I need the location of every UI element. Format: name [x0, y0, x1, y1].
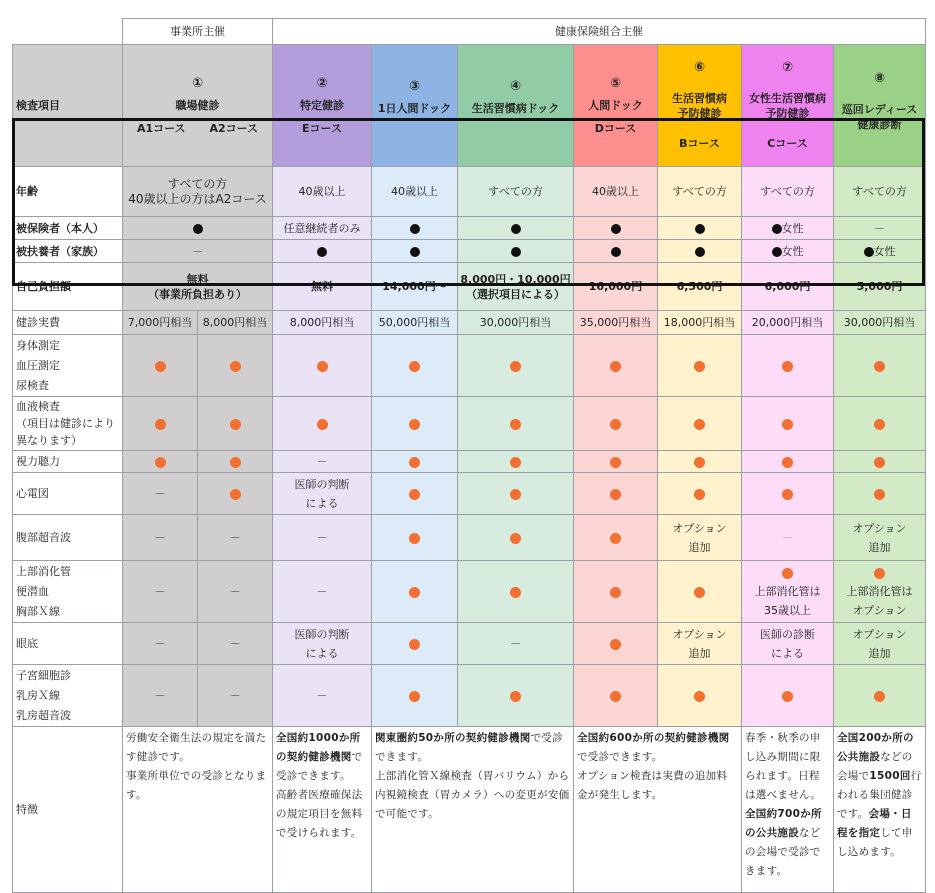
included-dot-icon — [409, 691, 420, 702]
dependent-c4 — [458, 240, 574, 263]
included-dot-icon — [230, 361, 241, 372]
women-c2: － — [273, 665, 372, 727]
included-dot-icon — [510, 457, 521, 468]
check-mark-icon — [695, 247, 705, 257]
row-label-body: 身体測定 血圧測定 尿検査 — [13, 335, 123, 397]
row-label-fundus: 眼底 — [13, 623, 123, 665]
included-dot-icon — [230, 489, 241, 500]
included-dot-icon — [610, 587, 621, 598]
included-dot-icon — [694, 691, 705, 702]
upper-c2: － — [273, 561, 372, 623]
check-mark-icon — [611, 247, 621, 257]
col-header-1 — [123, 45, 273, 167]
check-mark-icon — [772, 224, 782, 234]
blood-c1a — [123, 397, 198, 451]
included-dot-icon — [230, 419, 241, 430]
vision-c7 — [742, 451, 834, 473]
fundus-c1a: － — [123, 623, 198, 665]
ecg-c3 — [372, 473, 458, 515]
included-dot-icon — [510, 361, 521, 372]
included-dot-icon — [694, 457, 705, 468]
included-dot-icon — [409, 489, 420, 500]
row-label-vision: 視力聴力 — [13, 451, 123, 473]
ecg-c1b — [198, 473, 273, 515]
fundus-c6: オプション 追加 — [658, 623, 742, 665]
upper-c1b: － — [198, 561, 273, 623]
copay-c7: 6,000円 — [742, 263, 834, 311]
included-dot-icon — [510, 489, 521, 500]
row-label-copay: 自己負担額 — [13, 263, 123, 311]
col-header-8: ⑧ 巡回レディース 健康診断 — [834, 45, 926, 167]
body-c1a — [123, 335, 198, 397]
insured-c4 — [458, 217, 574, 240]
copay-c2: 無料 — [273, 263, 372, 311]
check-mark-icon — [511, 224, 521, 234]
row-label-insured: 被保険者（本人） — [13, 217, 123, 240]
feature-c7: 春季・秋季の申し込み期間に限られます。日程は選べません。 全国約700か所の公共施設などの会場で受診できます。 — [742, 727, 834, 893]
included-dot-icon — [874, 568, 885, 579]
vision-c3 — [372, 451, 458, 473]
included-dot-icon — [409, 587, 420, 598]
actual-c4: 30,000円相当 — [458, 311, 574, 335]
insured-c8: － — [834, 217, 926, 240]
insured-c6 — [658, 217, 742, 240]
included-dot-icon — [874, 457, 885, 468]
age-c1: すべての方 40歳以上の方はA2コース — [123, 167, 273, 217]
fundus-c7: 医師の診断 による — [742, 623, 834, 665]
included-dot-icon — [610, 489, 621, 500]
feature-c5: 全国約600か所の契約健診機関で受診できます。 オプション検査は実費の追加料金が発生します。 — [574, 727, 742, 893]
check-mark-icon — [611, 224, 621, 234]
abdomen-c5 — [574, 515, 658, 561]
included-dot-icon — [409, 639, 420, 650]
abdomen-c7: － — [742, 515, 834, 561]
included-dot-icon — [610, 533, 621, 544]
included-dot-icon — [782, 361, 793, 372]
included-dot-icon — [155, 361, 166, 372]
col-header-7: ⑦ 女性生活習慣病 予防健診 Cコース — [742, 45, 834, 167]
row-label-features: 特徴 — [13, 727, 123, 893]
checkup-comparison-table — [12, 18, 926, 893]
blood-c7 — [742, 397, 834, 451]
included-dot-icon — [510, 691, 521, 702]
included-dot-icon — [782, 419, 793, 430]
actual-c2: 8,000円相当 — [273, 311, 372, 335]
insured-c7: 女性 — [742, 217, 834, 240]
included-dot-icon — [510, 419, 521, 430]
ecg-c5 — [574, 473, 658, 515]
dependent-c6 — [658, 240, 742, 263]
included-dot-icon — [694, 489, 705, 500]
col-header-3: ③ 1日人間ドック — [372, 45, 458, 167]
included-dot-icon — [610, 457, 621, 468]
abdomen-c1a: － — [123, 515, 198, 561]
col-title: 職場健診 — [175, 98, 220, 112]
vision-c5 — [574, 451, 658, 473]
included-dot-icon — [510, 587, 521, 598]
vision-c4 — [458, 451, 574, 473]
included-dot-icon — [782, 568, 793, 579]
vision-c8 — [834, 451, 926, 473]
copay-c6: 6,500円 — [658, 263, 742, 311]
included-dot-icon — [610, 419, 621, 430]
upper-c7: 上部消化管は 35歳以上 — [742, 561, 834, 623]
abdomen-c6: オプション 追加 — [658, 515, 742, 561]
copay-c4: 8,000円・10,000円 （選択項目による） — [458, 263, 574, 311]
check-mark-icon — [193, 224, 203, 234]
feature-c1: 労働安全衛生法の規定を満たす健診です。 事業所単位での受診となります。 — [123, 727, 273, 893]
body-c8 — [834, 335, 926, 397]
copay-c5: 16,000円 — [574, 263, 658, 311]
age-c6: すべての方 — [658, 167, 742, 217]
age-c4: すべての方 — [458, 167, 574, 217]
body-c5 — [574, 335, 658, 397]
women-c7 — [742, 665, 834, 727]
age-c5: 40歳以上 — [574, 167, 658, 217]
included-dot-icon — [409, 419, 420, 430]
age-c8: すべての方 — [834, 167, 926, 217]
blood-c4 — [458, 397, 574, 451]
blood-c1b — [198, 397, 273, 451]
copay-c3: 14,000円～ — [372, 263, 458, 311]
col-number: ① — [191, 75, 203, 91]
insured-c5 — [574, 217, 658, 240]
check-mark-icon — [864, 247, 874, 257]
actual-c8: 30,000円相当 — [834, 311, 926, 335]
fundus-c3 — [372, 623, 458, 665]
ecg-c7 — [742, 473, 834, 515]
col-header-6: ⑥ 生活習慣病 予防健診 Bコース — [658, 45, 742, 167]
upper-c8: 上部消化管は オプション — [834, 561, 926, 623]
dependent-c3 — [372, 240, 458, 263]
row-label-actual: 健診実費 — [13, 311, 123, 335]
insured-c2: 任意継続者のみ — [273, 217, 372, 240]
abdomen-c3 — [372, 515, 458, 561]
included-dot-icon — [694, 361, 705, 372]
row-label-age: 年齢 — [13, 167, 123, 217]
check-mark-icon — [410, 224, 420, 234]
blood-c3 — [372, 397, 458, 451]
included-dot-icon — [155, 457, 166, 468]
actual-c7: 20,000円相当 — [742, 311, 834, 335]
included-dot-icon — [874, 691, 885, 702]
item-column-header: 検査項目 — [13, 45, 123, 167]
col-header-4: ④ 生活習慣病ドック — [458, 45, 574, 167]
feature-c2: 全国約1000か所の契約健診機関で受診できます。 高齢者医療確保法の規定項目を無料で受けられます。 — [273, 727, 372, 893]
abdomen-c8: オプション 追加 — [834, 515, 926, 561]
row-label-upper-gi: 上部消化管 便潜血 胸部Ｘ線 — [13, 561, 123, 623]
included-dot-icon — [510, 533, 521, 544]
check-mark-icon — [695, 224, 705, 234]
copay-c8: 5,000円 — [834, 263, 926, 311]
included-dot-icon — [782, 489, 793, 500]
abdomen-c2: － — [273, 515, 372, 561]
course-a2: A2コース — [209, 121, 259, 135]
dependent-c2 — [273, 240, 372, 263]
row-label-dependent: 被扶養者（家族） — [13, 240, 123, 263]
women-c5 — [574, 665, 658, 727]
upper-c5 — [574, 561, 658, 623]
row-label-ecg: 心電図 — [13, 473, 123, 515]
included-dot-icon — [874, 489, 885, 500]
actual-c6: 18,000円相当 — [658, 311, 742, 335]
body-c1b — [198, 335, 273, 397]
dependent-c8: 女性 — [834, 240, 926, 263]
body-c4 — [458, 335, 574, 397]
insured-c3 — [372, 217, 458, 240]
included-dot-icon — [230, 457, 241, 468]
vision-c6 — [658, 451, 742, 473]
age-c7: すべての方 — [742, 167, 834, 217]
included-dot-icon — [874, 419, 885, 430]
row-label-abdomen: 腹部超音波 — [13, 515, 123, 561]
actual-c5: 35,000円相当 — [574, 311, 658, 335]
check-mark-icon — [410, 247, 420, 257]
vision-c1b — [198, 451, 273, 473]
ecg-c6 — [658, 473, 742, 515]
actual-c1b: 8,000円相当 — [198, 311, 273, 335]
included-dot-icon — [610, 639, 621, 650]
included-dot-icon — [409, 533, 420, 544]
col-header-2: ② 特定健診 Eコース — [273, 45, 372, 167]
included-dot-icon — [694, 419, 705, 430]
age-c3: 40歳以上 — [372, 167, 458, 217]
body-c7 — [742, 335, 834, 397]
abdomen-c4 — [458, 515, 574, 561]
women-c1a: － — [123, 665, 198, 727]
fundus-c4: － — [458, 623, 574, 665]
ecg-c2: 医師の判断 による — [273, 473, 372, 515]
group-office: 事業所主催 — [123, 19, 273, 45]
corner-blank — [13, 19, 123, 45]
women-c3 — [372, 665, 458, 727]
blood-c8 — [834, 397, 926, 451]
ecg-c8 — [834, 473, 926, 515]
row-label-blood: 血液検査 （項目は健診により 異なります） — [13, 397, 123, 451]
row-label-womens-exams: 子宮細胞診 乳房Ｘ線 乳房超音波 — [13, 665, 123, 727]
group-union: 健康保険組合主催 — [273, 19, 926, 45]
col-header-5: ⑤ 人間ドック Dコース — [574, 45, 658, 167]
feature-c8: 全国200か所の公共施設などの会場で1500回行われる集団健診です。会場・日程を指定して申し込めます。 — [834, 727, 926, 893]
fundus-c2: 医師の判断 による — [273, 623, 372, 665]
dependent-c7: 女性 — [742, 240, 834, 263]
fundus-c5 — [574, 623, 658, 665]
body-c2 — [273, 335, 372, 397]
dependent-c1: － — [123, 240, 273, 263]
included-dot-icon — [874, 361, 885, 372]
included-dot-icon — [610, 361, 621, 372]
blood-c5 — [574, 397, 658, 451]
dependent-c5 — [574, 240, 658, 263]
blood-c6 — [658, 397, 742, 451]
included-dot-icon — [409, 361, 420, 372]
included-dot-icon — [317, 361, 328, 372]
blood-c2 — [273, 397, 372, 451]
feature-c3: 関東圏約50か所の契約健診機関で受診できます。 上部消化管Ｘ線検査（胃バリウム）から内視鏡検査（胃カメラ）への変更が安価で可能です。 — [372, 727, 574, 893]
included-dot-icon — [155, 419, 166, 430]
women-c8 — [834, 665, 926, 727]
women-c4 — [458, 665, 574, 727]
body-c6 — [658, 335, 742, 397]
check-mark-icon — [317, 247, 327, 257]
fundus-c1b: － — [198, 623, 273, 665]
check-mark-icon — [511, 247, 521, 257]
included-dot-icon — [782, 691, 793, 702]
course-a1: A1コース — [136, 121, 186, 135]
copay-c1: 無料 （事業所負担あり） — [123, 263, 273, 311]
ecg-c1a: － — [123, 473, 198, 515]
upper-c1a: － — [123, 561, 198, 623]
women-c6 — [658, 665, 742, 727]
included-dot-icon — [317, 419, 328, 430]
upper-c6 — [658, 561, 742, 623]
included-dot-icon — [782, 457, 793, 468]
age-c2: 40歳以上 — [273, 167, 372, 217]
upper-c4 — [458, 561, 574, 623]
actual-c3: 50,000円相当 — [372, 311, 458, 335]
body-c3 — [372, 335, 458, 397]
vision-c2: － — [273, 451, 372, 473]
actual-c1a: 7,000円相当 — [123, 311, 198, 335]
ecg-c4 — [458, 473, 574, 515]
women-c1b: － — [198, 665, 273, 727]
fundus-c8: オプション 追加 — [834, 623, 926, 665]
included-dot-icon — [610, 691, 621, 702]
vision-c1a — [123, 451, 198, 473]
upper-c3 — [372, 561, 458, 623]
included-dot-icon — [409, 457, 420, 468]
insured-c1 — [123, 217, 273, 240]
included-dot-icon — [694, 587, 705, 598]
abdomen-c1b: － — [198, 515, 273, 561]
check-mark-icon — [772, 247, 782, 257]
